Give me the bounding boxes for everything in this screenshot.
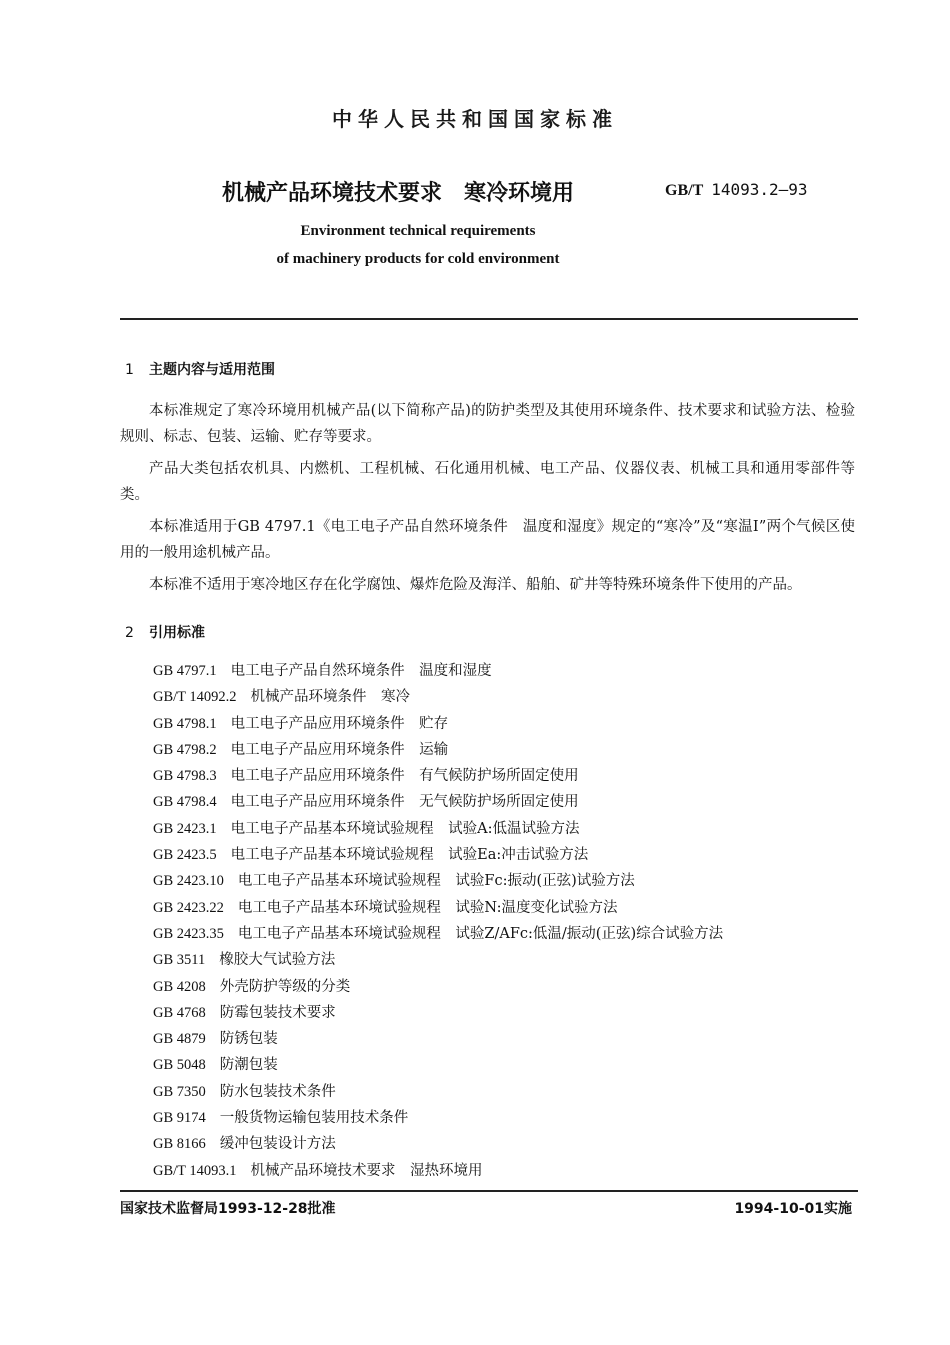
reference-item <box>153 1000 723 1026</box>
reference-title: 防锈包装 <box>219 1031 278 1048</box>
reference-item <box>153 1052 723 1078</box>
reference-title: 外壳防护等级的分类 <box>219 978 351 995</box>
reference-title: 电工电子产品基本环境试验规程 试验N:温度变化试验方法 <box>237 899 618 916</box>
reference-code: GB 9174 <box>153 1110 206 1127</box>
standard-code-prefix: GB/T <box>665 182 704 199</box>
reference-title: 一般货物运输包装用技术条件 <box>219 1110 409 1127</box>
reference-code: GB/T 14093.1 <box>153 1162 237 1179</box>
reference-item <box>153 921 723 947</box>
reference-title: 防水包装技术条件 <box>219 1083 336 1100</box>
section-1-paragraph-2: 产品大类包括农机具、内燃机、工程机械、石化通用机械、电工产品、仪器仪表、机械工具和通用零部件等类。 <box>120 461 855 503</box>
reference-title: 电工电子产品基本环境试验规程 试验Z/AFc:低温/振动(正弦)综合试验方法 <box>237 925 724 942</box>
standard-code-number: 14093.2—93 <box>711 180 808 199</box>
document-title-chinese: 机械产品环境技术要求 寒冷环境用 <box>222 181 575 206</box>
reference-item <box>153 895 723 921</box>
reference-item <box>153 1131 723 1157</box>
reference-code: GB 2423.22 <box>153 899 224 916</box>
reference-list <box>153 658 723 1184</box>
reference-code: GB 4798.3 <box>153 768 217 785</box>
reference-item <box>153 1026 723 1052</box>
document-title-english-line1: Environment technical requirements <box>300 223 536 239</box>
reference-item <box>153 947 723 973</box>
reference-item <box>153 1079 723 1105</box>
reference-item <box>153 763 723 789</box>
reference-title: 缓冲包装设计方法 <box>219 1136 336 1153</box>
reference-title: 防潮包装 <box>219 1057 278 1074</box>
reference-title: 电工电子产品基本环境试验规程 试验Ea:冲击试验方法 <box>230 847 589 864</box>
reference-item <box>153 816 723 842</box>
reference-code: GB 7350 <box>153 1083 206 1100</box>
section-1-paragraph-4: 本标准不适用于寒冷地区存在化学腐蚀、爆炸危险及海洋、船舶、矿井等特殊环境条件下使用的产品。 <box>149 577 802 593</box>
reference-code: GB 2423.35 <box>153 925 224 942</box>
reference-title: 电工电子产品基本环境试验规程 试验Fc:振动(正弦)试验方法 <box>237 873 635 890</box>
reference-item <box>153 1158 723 1184</box>
reference-code: GB 3511 <box>153 952 206 969</box>
reference-code: GB 4798.1 <box>153 715 217 732</box>
section-1-heading <box>125 359 275 379</box>
reference-code: GB 4879 <box>153 1031 206 1048</box>
section-1-paragraph-1: 本标准规定了寒冷环境用机械产品(以下简称产品)的防护类型及其使用环境条件、技术要求和试验方法、检验规则、标志、包装、运输、贮存等要求。 <box>120 403 855 445</box>
section-1-number: 1 <box>125 362 134 378</box>
reference-title: 电工电子产品应用环境条件 运输 <box>230 741 449 758</box>
implementation-date: 1994-10-01实施 <box>734 1201 852 1217</box>
reference-item <box>153 737 723 763</box>
standard-code <box>665 180 808 200</box>
section-2-heading <box>125 622 205 642</box>
reference-code: GB 4798.2 <box>153 741 217 758</box>
reference-code: GB 2423.1 <box>153 820 217 837</box>
section-2-number: 2 <box>125 625 134 641</box>
reference-title: 电工电子产品应用环境条件 无气候防护场所固定使用 <box>230 794 579 811</box>
reference-code: GB 4798.4 <box>153 794 217 811</box>
reference-item <box>153 684 723 710</box>
section-1-paragraph-3: 本标准适用于GB 4797.1《电工电子产品自然环境条件 温度和湿度》规定的“寒冷”及“寒温Ⅰ”两个气候区使用的一般用途机械产品。 <box>120 519 855 561</box>
reference-item <box>153 1105 723 1131</box>
reference-code: GB 2423.5 <box>153 847 217 864</box>
section-2-title: 引用标准 <box>149 625 205 641</box>
reference-title: 橡胶大气试验方法 <box>219 952 336 969</box>
header-divider <box>120 318 858 320</box>
reference-code: GB 4797.1 <box>153 663 217 679</box>
reference-code: GB/T 14092.2 <box>153 689 237 706</box>
reference-title: 电工电子产品应用环境条件 贮存 <box>230 715 449 732</box>
reference-title: 机械产品环境技术要求 湿热环境用 <box>250 1162 483 1179</box>
reference-title: 电工电子产品基本环境试验规程 试验A:低温试验方法 <box>230 820 580 837</box>
reference-item <box>153 842 723 868</box>
reference-item <box>153 658 723 684</box>
reference-code: GB 4208 <box>153 978 206 995</box>
reference-item <box>153 789 723 815</box>
reference-code: GB 8166 <box>153 1136 206 1153</box>
document-title-english-line2: of machinery products for cold environment <box>276 251 560 267</box>
reference-title: 防霉包装技术要求 <box>219 1004 336 1021</box>
reference-code: GB 2423.10 <box>153 873 224 890</box>
approval-date: 国家技术监督局1993-12-28批准 <box>120 1201 336 1217</box>
national-standard-label: 中华人民共和国国家标准 <box>332 107 618 131</box>
reference-title: 机械产品环境条件 寒冷 <box>250 689 411 706</box>
section-1-title: 主题内容与适用范围 <box>149 362 275 378</box>
reference-code: GB 4768 <box>153 1004 206 1021</box>
footer-divider <box>120 1190 858 1192</box>
reference-code: GB 5048 <box>153 1057 206 1074</box>
reference-item <box>153 974 723 1000</box>
reference-item <box>153 868 723 894</box>
section-1-body <box>120 398 855 604</box>
reference-item <box>153 711 723 737</box>
reference-title: 电工电子产品应用环境条件 有气候防护场所固定使用 <box>230 768 579 785</box>
reference-title: 电工电子产品自然环境条件 温度和湿度 <box>230 663 492 679</box>
